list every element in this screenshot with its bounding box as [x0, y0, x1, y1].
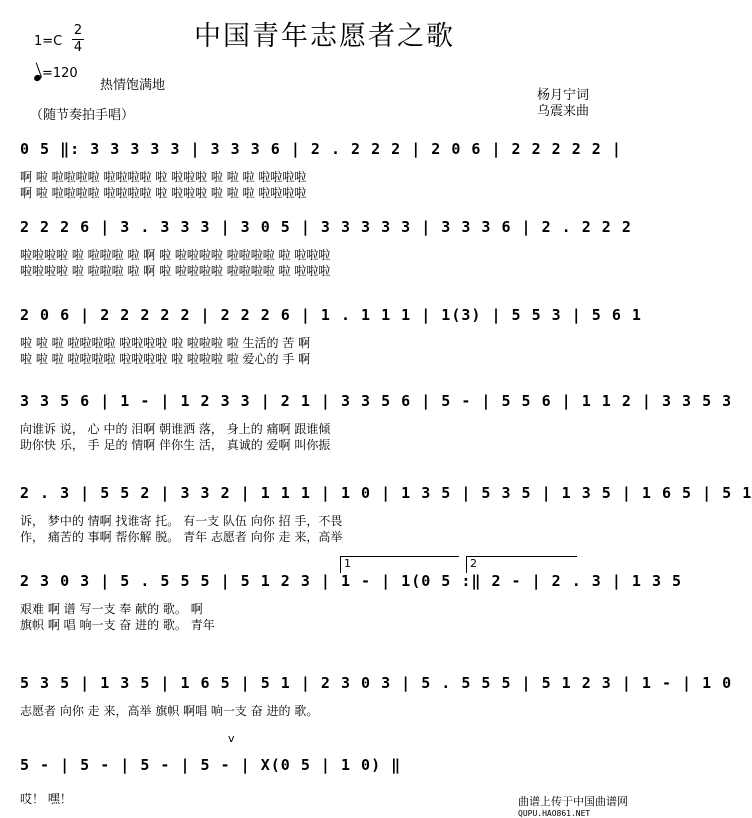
time-top: 2: [73, 23, 83, 38]
system-4-lyrics-verse1: 向谁诉 说， 心 中的 泪啊 朝谁洒 落， 身上的 痛啊 跟谁倾: [20, 422, 331, 436]
system-3-notes: 2 0 6 | 2 2 2 2 2 | 2 2 2 6 | 1 . 1 1 1 | 1(3) | 5 5 3 | 5 6 1: [20, 306, 642, 324]
system-3-lyrics-verse1: 啦 啦 啦 啦啦啦啦 啦啦啦啦 啦 啦啦啦 啦 生活的 苦 啊: [20, 336, 311, 350]
system-2-lyrics-verse1: 啦啦啦啦 啦 啦啦啦 啦 啊 啦 啦啦啦啦 啦啦啦啦 啦 啦啦啦: [20, 248, 331, 262]
footer-url: QUPU.HAO861.NET: [518, 809, 591, 818]
lyricist-credit: 杨月宁词: [537, 88, 590, 103]
expression-marking: 热情饱满地: [100, 78, 166, 93]
tempo-marking: [34, 66, 78, 81]
volta-first-bracket: [340, 556, 459, 573]
volta-first-number: 1: [344, 557, 351, 570]
system-2-lyrics-verse2: 啦啦啦啦 啦 啦啦啦 啦 啊 啦 啦啦啦啦 啦啦啦啦 啦 啦啦啦: [20, 264, 331, 278]
system-4-notes: 3 3 5 6 | 1 - | 1 2 3 3 | 2 1 | 3 3 5 6 | 5 - | 5 5 6 | 1 1 2 | 3 3 5 3: [20, 392, 733, 410]
system-1-lyrics-verse1: 啊 啦 啦啦啦啦 啦啦啦啦 啦 啦啦啦 啦 啦 啦 啦啦啦啦: [20, 170, 307, 184]
system-7-lyrics: 志愿者 向你 走 来，高举 旗帜 啊唱 响一支 奋 进的 歌。: [20, 704, 319, 718]
system-2-notes: 2 2 2 6 | 3 . 3 3 3 | 3 0 5 | 3 3 3 3 3 | 3 3 3 6 | 2 . 2 2 2: [20, 218, 632, 236]
clap-instruction: （随节奏拍手唱）: [30, 108, 135, 123]
system-4-lyrics-verse2: 助你快 乐， 手 足的 情啊 伴你生 活， 真诚的 爱啊 叫你振: [20, 438, 331, 452]
volta-second-number: 2: [470, 557, 477, 570]
system-8-notes: 5 - | 5 - | 5 - | 5 - | X(0 5 | 1 0) ‖: [20, 756, 402, 774]
system-7-notes: 5 3 5 | 1 3 5 | 1 6 5 | 5 1 | 2 3 0 3 | 5 . 5 5 5 | 5 1 2 3 | 1 - | 1 0: [20, 674, 733, 692]
composer-credit: 乌震来曲: [537, 104, 590, 119]
breath-mark: v: [228, 732, 235, 745]
tempo-value: =120: [42, 66, 78, 81]
volta-second-bracket: [466, 556, 577, 573]
key-signature: 1=C: [34, 34, 63, 49]
footer-credit: [518, 793, 628, 818]
system-6-lyrics-verse2: 旗帜 啊 唱 响一支 奋 进的 歌。 青年: [20, 618, 215, 632]
system-5-lyrics-verse1: 诉， 梦中的 情啊 找谁寄 托。 有一支 队伍 向你 招 手，不畏: [20, 514, 343, 528]
system-8-lyrics: 哎！ 嘿！: [20, 792, 72, 806]
song-title: 中国青年志愿者之歌: [194, 21, 455, 52]
system-6-notes: 2 3 0 3 | 5 . 5 5 5 | 5 1 2 3 | 1 - | 1(0 5 :‖ 2 - | 2 . 3 | 1 3 5: [20, 572, 683, 590]
system-6-lyrics-verse1: 艰难 啊 谱 写一支 奉 献的 歌。 啊: [20, 602, 203, 616]
system-1-notes: 0 5 ‖: 3 3 3 3 3 | 3 3 3 6 | 2 . 2 2 2 | 2 0 6 | 2 2 2 2 2 |: [20, 140, 622, 158]
system-3-lyrics-verse2: 啦 啦 啦 啦啦啦啦 啦啦啦啦 啦 啦啦啦 啦 爱心的 手 啊: [20, 352, 311, 366]
time-bottom: 4: [73, 40, 83, 55]
time-signature: [72, 24, 84, 55]
system-5-lyrics-verse2: 作， 痛苦的 事啊 帮你解 脱。 青年 志愿者 向你 走 来，高举: [20, 530, 343, 544]
system-5-notes: 2 . 3 | 5 5 2 | 3 3 2 | 1 1 1 | 1 0 | 1 3 5 | 5 3 5 | 1 3 5 | 1 6 5 | 5 1: [20, 484, 752, 502]
footer-site-name: 曲谱上传于中国曲谱网: [518, 795, 628, 808]
system-1-lyrics-verse2: 啊 啦 啦啦啦啦 啦啦啦啦 啦 啦啦啦 啦 啦 啦 啦啦啦啦: [20, 186, 307, 200]
quarter-note-icon: [33, 74, 42, 82]
